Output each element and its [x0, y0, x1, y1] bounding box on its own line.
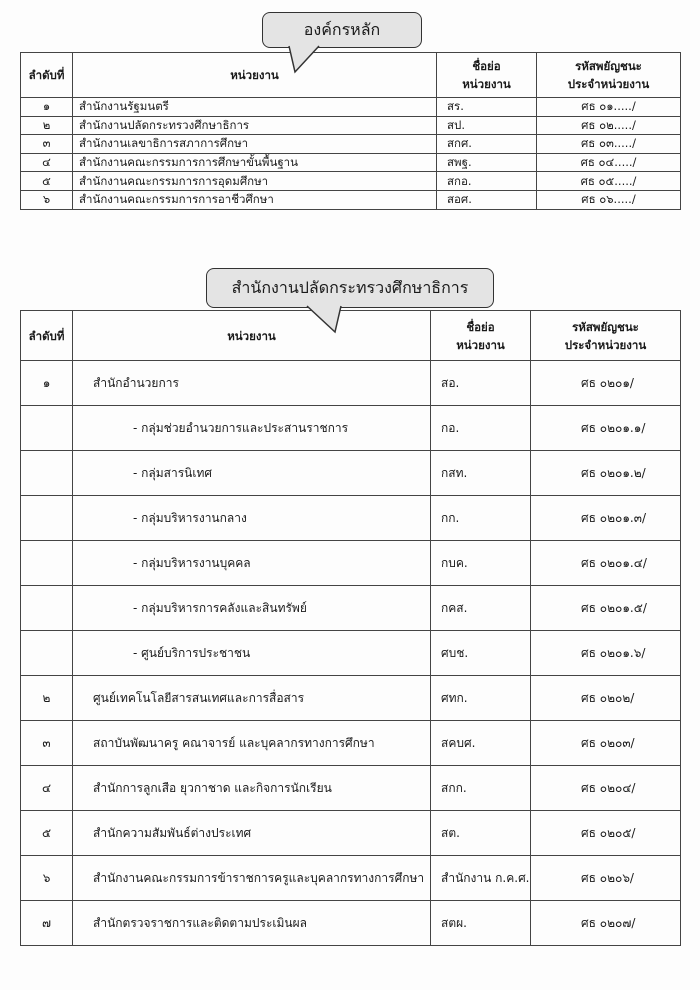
row-number: ๒ [21, 676, 73, 721]
table-row [21, 361, 681, 406]
header-code-line1: รหัสพยัญชนะ [572, 319, 639, 334]
table-row [21, 721, 681, 766]
ops-office-body [21, 361, 681, 946]
row-unit-name: สำนักงานคณะกรรมการข้าราชการครูและบุคลากรทางการศึกษา [73, 856, 431, 901]
header-no: ลำดับที่ [21, 53, 73, 98]
row-abbreviation: สกอ. [437, 172, 537, 191]
row-number [21, 451, 73, 496]
row-unit-name: สำนักงานรัฐมนตรี [73, 98, 437, 117]
section1-title: องค์กรหลัก [303, 20, 381, 39]
table-row [21, 135, 681, 154]
header-code-line1: รหัสพยัญชนะ [575, 59, 642, 73]
row-code: ศธ ๐๒๐๔/ [531, 766, 681, 811]
row-abbreviation: สป. [437, 116, 537, 135]
row-number: ๔ [21, 153, 73, 172]
row-code: ศธ ๐๖...../ [537, 190, 681, 209]
row-number: ๕ [21, 811, 73, 856]
row-unit-name: สำนักงานเลขาธิการสภาการศึกษา [73, 135, 437, 154]
header-abbr-line2: หน่วยงาน [462, 77, 511, 91]
table-row [21, 406, 681, 451]
header-code [537, 53, 681, 98]
header-abbr-line1: ชื่อย่อ [472, 59, 501, 73]
header-abbr-line2: หน่วยงาน [456, 337, 505, 352]
row-unit-name: สำนักตรวจราชการและติดตามประเมินผล [73, 901, 431, 946]
table-row [21, 116, 681, 135]
row-abbreviation: กบค. [431, 541, 531, 586]
row-number: ๓ [21, 721, 73, 766]
row-code: ศธ ๐๒๐๓/ [531, 721, 681, 766]
row-number: ๖ [21, 190, 73, 209]
row-unit-name: สำนักความสัมพันธ์ต่างประเทศ [73, 811, 431, 856]
row-abbreviation: สอศ. [437, 190, 537, 209]
row-abbreviation: สำนักงาน ก.ค.ศ. [431, 856, 531, 901]
row-code: ศธ ๐๒๐๕/ [531, 811, 681, 856]
row-abbreviation: สต. [431, 811, 531, 856]
row-number [21, 541, 73, 586]
row-number: ๒ [21, 116, 73, 135]
row-code: ศธ ๐๔...../ [537, 153, 681, 172]
core-agencies-table [20, 52, 681, 210]
row-unit-name: สำนักงานคณะกรรมการการอาชีวศึกษา [73, 190, 437, 209]
row-code: ศธ ๐๒๐๑.๑/ [531, 406, 681, 451]
row-number: ๕ [21, 172, 73, 191]
table-header-row [21, 311, 681, 361]
table-row [21, 496, 681, 541]
table-row [21, 676, 681, 721]
table-row [21, 172, 681, 191]
row-code: ศธ ๐๒๐๑.๒/ [531, 451, 681, 496]
row-abbreviation: สพฐ. [437, 153, 537, 172]
row-unit-name: สำนักงานคณะกรรมการการศึกษาขั้นพื้นฐาน [73, 153, 437, 172]
header-code [531, 311, 681, 361]
table-row [21, 856, 681, 901]
core-agencies-body [21, 98, 681, 210]
table-row [21, 766, 681, 811]
header-abbr [437, 53, 537, 98]
row-unit-name: สำนักงานคณะกรรมการการอุดมศึกษา [73, 172, 437, 191]
table-row [21, 190, 681, 209]
row-abbreviation: สกก. [431, 766, 531, 811]
header-abbr-line1: ชื่อย่อ [466, 319, 495, 334]
row-code: ศธ ๐๓...../ [537, 135, 681, 154]
table-row [21, 153, 681, 172]
row-unit-name: - กลุ่มช่วยอำนวยการและประสานราชการ [73, 406, 431, 451]
row-abbreviation: สอ. [431, 361, 531, 406]
row-unit-name: - กลุ่มบริหารงานกลาง [73, 496, 431, 541]
row-code: ศธ ๐๒๐๗/ [531, 901, 681, 946]
row-abbreviation: สร. [437, 98, 537, 117]
table-row [21, 586, 681, 631]
row-unit-name: สำนักการลูกเสือ ยุวกาชาด และกิจการนักเรียน [73, 766, 431, 811]
row-abbreviation: กก. [431, 496, 531, 541]
row-abbreviation: กสท. [431, 451, 531, 496]
table-row [21, 631, 681, 676]
row-unit-name: สำนักอำนวยการ [73, 361, 431, 406]
row-code: ศธ ๐๑...../ [537, 98, 681, 117]
header-unit: หน่วยงาน [73, 53, 437, 98]
section2-title-callout [206, 268, 494, 308]
row-number [21, 631, 73, 676]
row-unit-name: สถาบันพัฒนาครู คณาจารย์ และบุคลากรทางการศึกษา [73, 721, 431, 766]
row-abbreviation: กคส. [431, 586, 531, 631]
row-unit-name: - ศูนย์บริการประชาชน [73, 631, 431, 676]
header-code-line2: ประจำหน่วยงาน [564, 337, 647, 352]
row-code: ศธ ๐๕...../ [537, 172, 681, 191]
table-row [21, 98, 681, 117]
row-number [21, 406, 73, 451]
row-code: ศธ ๐๒๐๒/ [531, 676, 681, 721]
row-unit-name: - กลุ่มสารนิเทศ [73, 451, 431, 496]
row-number: ๑ [21, 361, 73, 406]
row-unit-name: - กลุ่มบริหารงานบุคคล [73, 541, 431, 586]
row-abbreviation: ศบช. [431, 631, 531, 676]
row-abbreviation: ศทก. [431, 676, 531, 721]
row-code: ศธ ๐๒๐๑/ [531, 361, 681, 406]
row-code: ศธ ๐๒...../ [537, 116, 681, 135]
row-abbreviation: สตผ. [431, 901, 531, 946]
row-number: ๗ [21, 901, 73, 946]
table-row [21, 811, 681, 856]
row-number [21, 586, 73, 631]
row-number [21, 496, 73, 541]
table-row [21, 901, 681, 946]
row-code: ศธ ๐๒๐๑.๔/ [531, 541, 681, 586]
row-unit-name: สำนักงานปลัดกระทรวงศึกษาธิการ [73, 116, 437, 135]
row-code: ศธ ๐๒๐๑.๓/ [531, 496, 681, 541]
section1-title-callout [262, 12, 422, 48]
table-row [21, 451, 681, 496]
row-number: ๔ [21, 766, 73, 811]
row-unit-name: - กลุ่มบริหารการคลังและสินทรัพย์ [73, 586, 431, 631]
header-abbr [431, 311, 531, 361]
callout-pointer [289, 46, 319, 76]
header-unit: หน่วยงาน [73, 311, 431, 361]
section2-title: สำนักงานปลัดกระทรวงศึกษาธิการ [231, 278, 469, 297]
row-number: ๑ [21, 98, 73, 117]
row-number: ๓ [21, 135, 73, 154]
row-code: ศธ ๐๒๐๑.๕/ [531, 586, 681, 631]
row-abbreviation: สคบศ. [431, 721, 531, 766]
row-number: ๖ [21, 856, 73, 901]
header-code-line2: ประจำหน่วยงาน [567, 77, 650, 91]
table-header-row [21, 53, 681, 98]
row-code: ศธ ๐๒๐๖/ [531, 856, 681, 901]
row-abbreviation: กอ. [431, 406, 531, 451]
ops-office-table [20, 310, 681, 946]
header-no: ลำดับที่ [21, 311, 73, 361]
row-unit-name: ศูนย์เทคโนโลยีสารสนเทศและการสื่อสาร [73, 676, 431, 721]
callout-pointer [307, 306, 347, 336]
table-row [21, 541, 681, 586]
row-code: ศธ ๐๒๐๑.๖/ [531, 631, 681, 676]
row-abbreviation: สกศ. [437, 135, 537, 154]
